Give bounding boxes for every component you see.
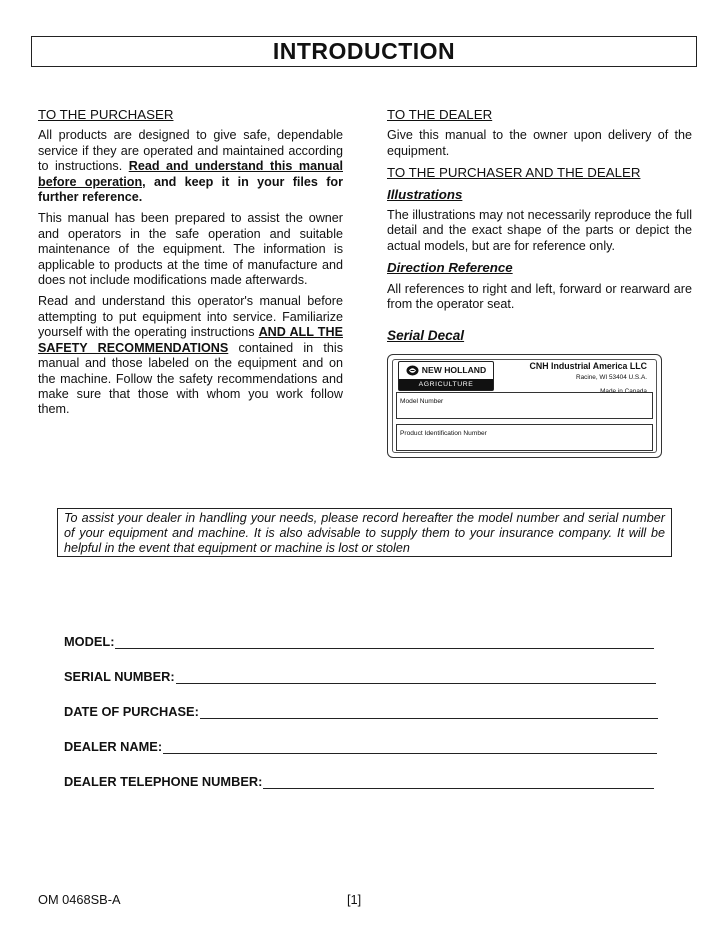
model-number-field: Model Number	[396, 392, 653, 419]
purchaser-heading: TO THE PURCHASER	[38, 107, 174, 122]
purchaser-dealer-heading: TO THE PURCHASER AND THE DEALER	[387, 165, 641, 181]
purchaser-paragraph-3	[38, 294, 343, 417]
model-row	[64, 634, 654, 649]
purchaser-column	[38, 107, 343, 424]
p3-text-a: Read and understand this operator's manual before attempting to put equipment into service. Familiarize yourself with the operating instructions	[38, 294, 343, 340]
dealer-row	[64, 739, 657, 754]
title-box	[31, 36, 697, 67]
dealer-label: DEALER NAME:	[64, 739, 163, 754]
dealer-line	[163, 741, 657, 754]
model-line	[115, 636, 654, 649]
page-number: [1]	[347, 892, 362, 907]
date-label: DATE OF PURCHASE:	[64, 704, 199, 719]
phone-line	[263, 776, 654, 789]
dealer-heading: TO THE DEALER	[387, 107, 493, 122]
dealer-column	[387, 107, 692, 458]
phone-label: DEALER TELEPHONE NUMBER:	[64, 774, 263, 789]
brand-name: NEW HOLLAND	[421, 364, 487, 375]
record-notice: To assist your dealer in handling your needs, please record hereafter the model number and serial number of your equipment and machine. It is also advisable to supply them to your insurance company. It will be helpful in the event that equipment or machine is lost or stolen	[57, 508, 672, 557]
p3-text-b: AND ALL THE SAFETY RECOMMENDATIONS	[38, 325, 343, 355]
date-line	[200, 706, 658, 719]
date-row	[64, 704, 658, 719]
direction-heading: Direction Reference	[387, 260, 513, 276]
company-address: Racine, WI 53404 U.S.A.	[575, 373, 647, 381]
pin-field: Product Identification Number	[396, 424, 653, 451]
model-label: MODEL:	[64, 634, 115, 649]
dealer-paragraph: Give this manual to the owner upon delivery of the equipment.	[387, 128, 692, 158]
serial-line	[176, 671, 656, 684]
p1-text-b: Read and understand this manual before operation,	[38, 159, 343, 189]
page-title: INTRODUCTION	[272, 38, 456, 64]
new-holland-logo	[398, 361, 494, 391]
leaf-icon	[406, 365, 419, 376]
doc-id: OM 0468SB-A	[38, 892, 121, 907]
illustrations-heading: Illustrations	[387, 186, 463, 202]
serial-row	[64, 669, 656, 684]
serial-decal	[387, 354, 662, 458]
company-name: CNH Industrial America LLC	[529, 360, 647, 371]
phone-row	[64, 774, 654, 789]
serial-label: SERIAL NUMBER:	[64, 669, 175, 684]
p1-text-c: and keep it in your files for further reference.	[38, 174, 344, 205]
made-in: Made in Canada	[600, 387, 647, 395]
purchaser-paragraph-2: This manual has been prepared to assist the owner and operators in the safe operation and suitable maintenance of the equipment. The information is applicable to products at the time of manufacture and does not include modifications made afterwards.	[38, 211, 343, 288]
p1-text-a: All products are designed to give safe, dependable service if they are operated and maintained according to instructions.	[38, 128, 343, 174]
direction-paragraph: All references to right and left, forward or rearward are from the operator seat.	[387, 281, 692, 312]
purchaser-paragraph-1	[38, 128, 343, 205]
serial-decal-heading: Serial Decal	[387, 328, 465, 344]
sub-brand: AGRICULTURE	[399, 379, 493, 390]
illustrations-paragraph: The illustrations may not necessarily reproduce the full detail and the exact shape of the parts or depict the actual models, but are for reference only.	[387, 208, 692, 253]
p3-text-c: contained in this manual and those labeled on the equipment and on the machine. Follow the safety recommendations and make sure that those with whom you work follow them.	[38, 340, 343, 417]
